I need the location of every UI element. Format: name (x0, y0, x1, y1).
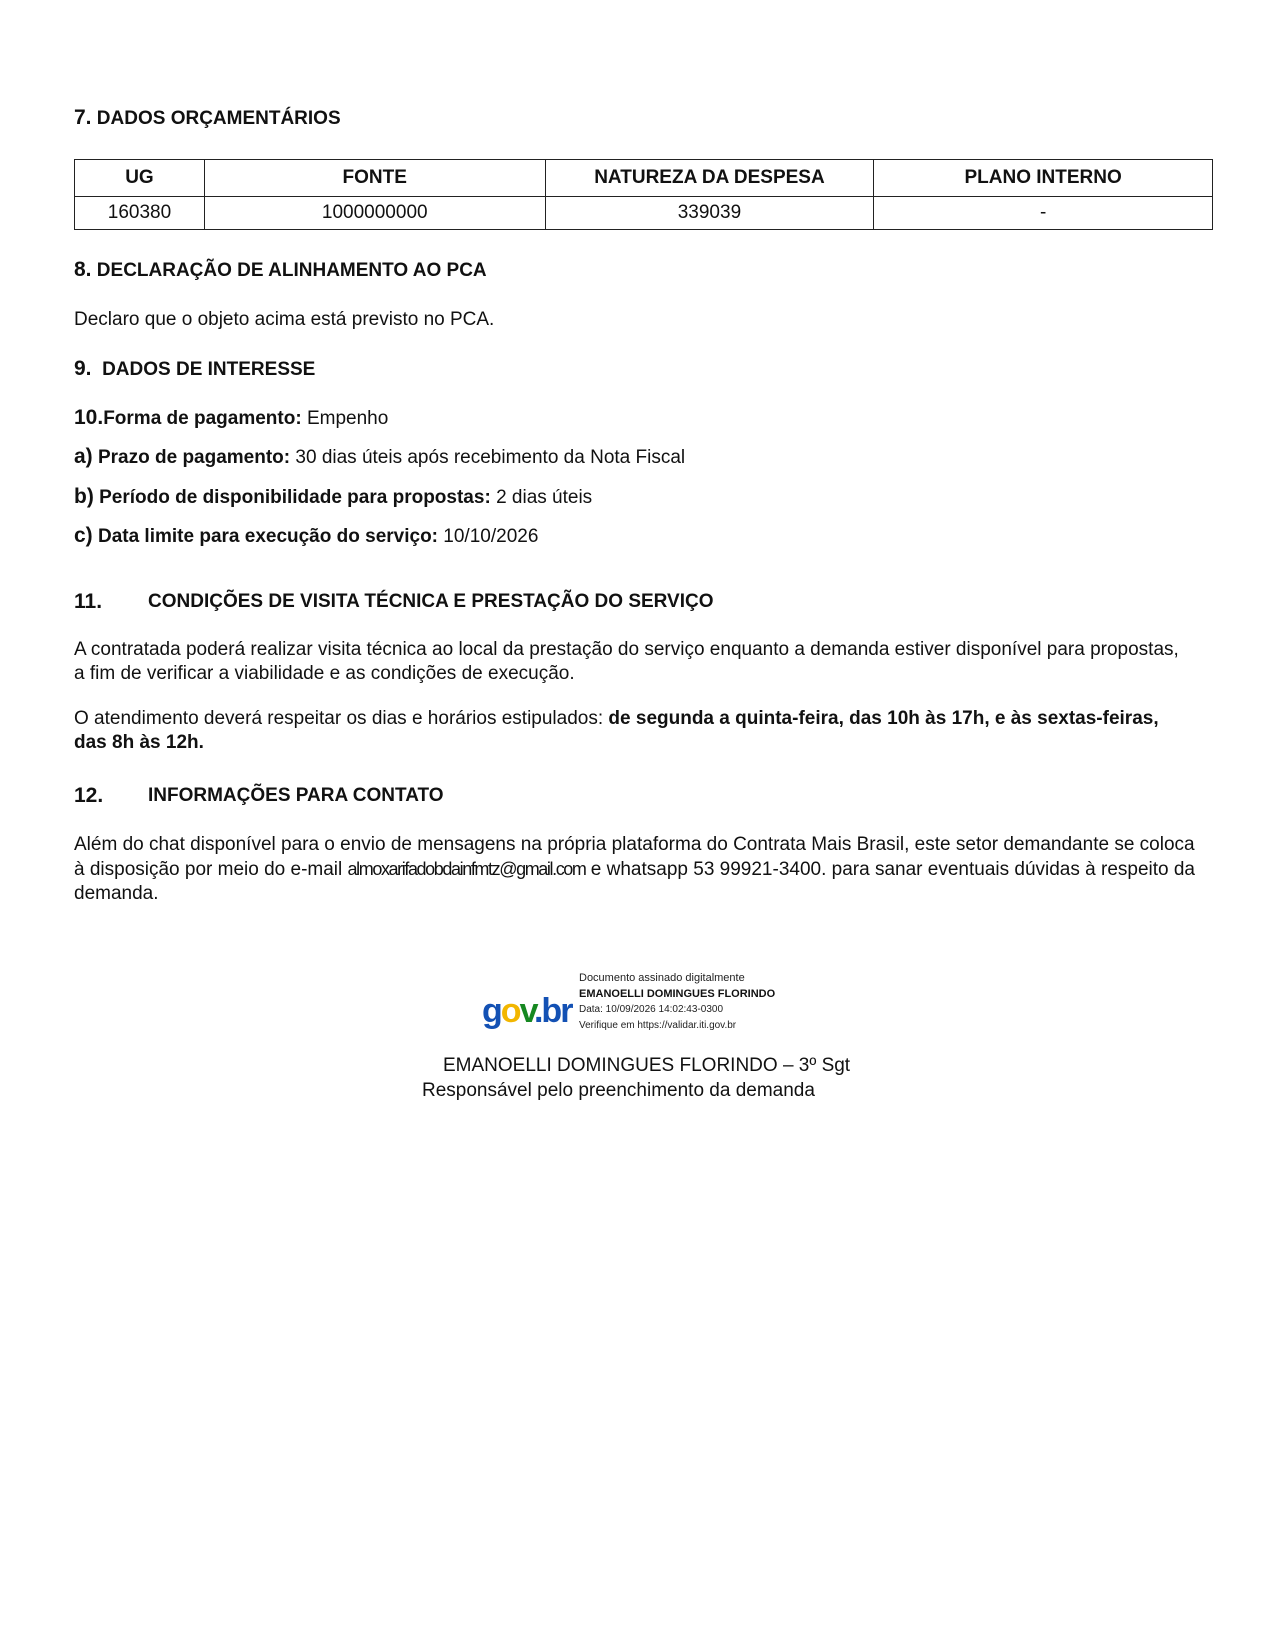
signatory-name: EMANOELLI DOMINGUES FLORINDO – 3º Sgt (443, 1055, 851, 1076)
budget-table (74, 159, 1213, 230)
section-title: DADOS DE INTERESSE (102, 359, 316, 380)
section-title: DADOS ORÇAMENTÁRIOS (96, 108, 341, 129)
signature-caption: Documento assinado digitalmente (579, 972, 745, 984)
section-number: 7. (74, 106, 92, 129)
header-ug: UG (75, 160, 205, 197)
section-11-title: CONDIÇÕES DE VISITA TÉCNICA E PRESTAÇÃO DO SERVIÇO (148, 591, 714, 612)
section-number: 11. (74, 590, 103, 613)
section-title: DECLARAÇÃO DE ALINHAMENTO AO PCA (96, 260, 487, 281)
section-8-heading (74, 258, 487, 282)
cell-natureza-despesa: 339039 (545, 197, 874, 230)
list-item-deadline (74, 524, 538, 548)
digital-signature-stamp (482, 970, 782, 1040)
header-plano-interno: PLANO INTERNO (874, 160, 1213, 197)
section-7-heading (74, 106, 341, 130)
svg-text:gov.br: gov.br (482, 992, 572, 1030)
header-fonte: FONTE (204, 160, 545, 197)
header-natureza-despesa: NATUREZA DA DESPESA (545, 160, 874, 197)
contact-email[interactable]: almoxarifadobdainfmtz@gmail.com (347, 859, 586, 879)
signature-date: Data: 10/09/2026 14:02:43-0300 (579, 1004, 724, 1015)
pca-declaration: Declaro que o objeto acima está previsto no PCA. (74, 309, 495, 330)
signer-name: EMANOELLI DOMINGUES FLORINDO (579, 988, 776, 1000)
payment-method-label: Forma de pagamento: (103, 408, 302, 429)
item-marker: a) (74, 445, 93, 468)
cell-ug: 160380 (75, 197, 205, 230)
payment-method (74, 406, 388, 430)
service-hours-intro: O atendimento deverá respeitar os dias e horários estipulados: (74, 708, 604, 729)
signature-verify-link[interactable]: Verifique em https://validar.iti.gov.br (579, 1020, 737, 1031)
payment-method-value: Empenho (306, 408, 389, 429)
cell-fonte: 1000000000 (204, 197, 545, 230)
govbr-logo (482, 992, 574, 1032)
cell-plano-interno: - (874, 197, 1213, 230)
contact-text-outro: e whatsapp 53 99921-3400. para sanar eventuais dúvidas à respeito da demanda. (74, 859, 1196, 904)
item-value: 2 dias úteis (496, 487, 593, 508)
contact-paragraph (74, 833, 1204, 906)
item-value: 30 dias úteis após recebimento da Nota Fiscal (295, 447, 686, 468)
section-9-heading (74, 357, 315, 381)
item-label: Prazo de pagamento: (97, 447, 291, 468)
section-12-title: INFORMAÇÕES PARA CONTATO (148, 785, 444, 806)
section-12-heading (74, 784, 103, 808)
table-row (75, 197, 1213, 230)
section-number: 9. (74, 357, 92, 380)
list-item-availability-period (74, 485, 592, 509)
item-label: Período de disponibilidade para propostas: (99, 487, 491, 508)
service-hours-schedule: de segunda a quinta-feira, das 10h às 17h, e às sextas-feiras, das 8h às 12h. (74, 708, 1159, 753)
table-header-row (75, 160, 1213, 197)
section-number: 8. (74, 258, 92, 281)
service-hours-paragraph (74, 707, 1194, 755)
section-number: 12. (74, 784, 104, 807)
signature-details (579, 970, 775, 1034)
item-label: Data limite para execução do serviço: (97, 526, 439, 547)
item-marker: c) (74, 524, 93, 547)
item-value: 10/10/2026 (443, 526, 539, 547)
section-11-heading (74, 590, 102, 614)
visit-conditions-paragraph: A contratada poderá realizar visita técnica ao local da prestação do serviço enquanto a demanda estiver disponível para propostas, a fim de verificar a viabilidade e as condições de execução. (74, 639, 1179, 684)
contact-text-intro: Além do chat disponível para o envio de mensagens na própria plataforma do Contrata Mais Brasil, este setor demandante se coloca à disposição por meio do e-mail (74, 834, 1195, 880)
list-item-payment-term (74, 445, 685, 469)
signatory-role: Responsável pelo preenchimento da demanda (422, 1080, 815, 1101)
section-number: 10. (74, 406, 104, 429)
item-marker: b) (74, 485, 94, 508)
